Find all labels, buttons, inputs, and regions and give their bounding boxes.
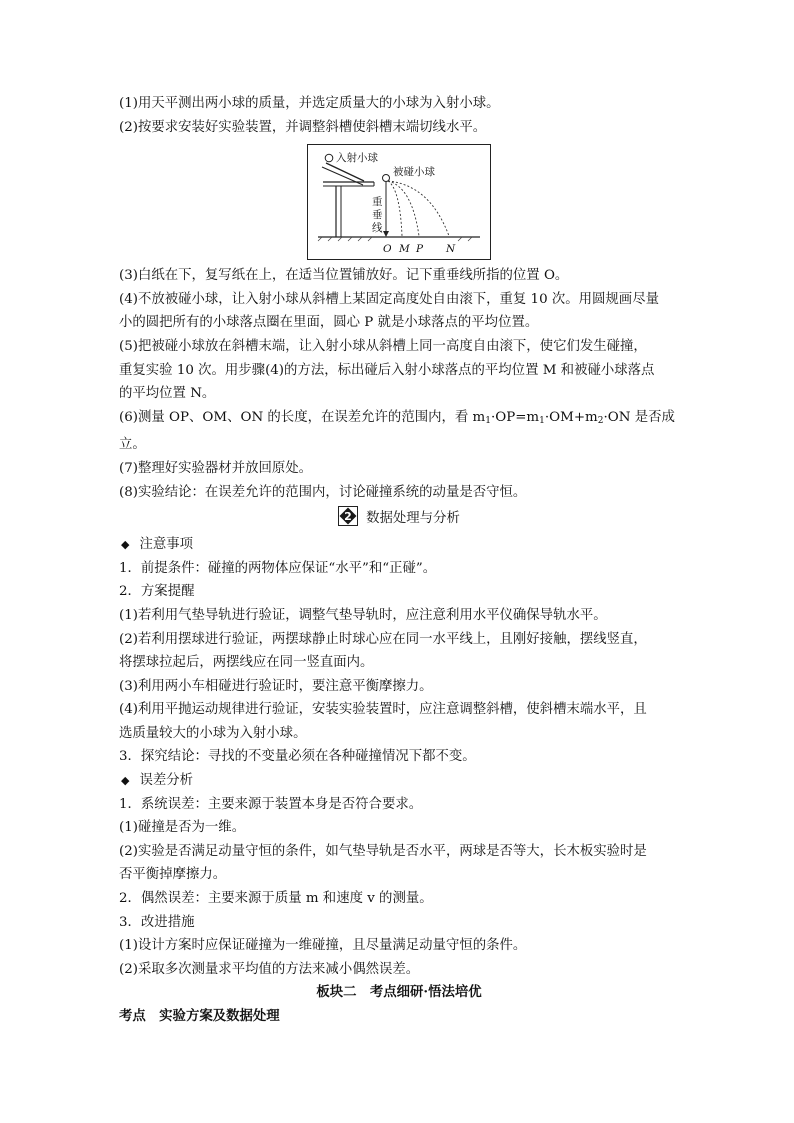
kaodian-heading: 考点 实验方案及数据处理: [119, 1008, 280, 1024]
step-6-line-2: 立。: [119, 437, 146, 453]
error-item: (1)设计方案时应保证碰撞为一维碰撞，且尽量满足动量守恒的条件。: [119, 938, 527, 954]
note-item: 将摆球拉起后，两摆线应在同一竖直面内。: [119, 655, 374, 671]
errors-heading: ◆ 误差分析: [121, 773, 194, 789]
experiment-diagram: [307, 144, 491, 260]
diagram-svg: [308, 145, 490, 259]
step-7: (7)整理好实验器材并放回原处。: [119, 460, 313, 476]
step-4-line-2: 小的圆把所有的小球落点圈在里面，圆心 P 就是小球落点的平均位置。: [119, 315, 539, 331]
note-item: (3)利用两小车相碰进行验证时，要注意平衡摩擦力。: [119, 678, 433, 694]
step-5-line-3: 的平均位置 N。: [119, 386, 216, 402]
diamond-bullet-icon: ◆: [121, 774, 130, 788]
section-number-text: 2: [344, 510, 352, 524]
note-item: 1．前提条件：碰撞的两物体应保证“水平”和“正碰”。: [119, 560, 437, 576]
target-ball: [383, 175, 390, 182]
note-item: (2)若利用摆球进行验证，两摆球静止时球心应在同一水平线上，且刚好接触，摆线竖直，: [119, 631, 647, 647]
error-item: (2)实验是否满足动量守恒的条件，如气垫导轨是否水平，两球是否等大，长木板实验时是: [119, 843, 647, 859]
step-8: (8)实验结论：在误差允许的范围内，讨论碰撞系统的动量是否守恒。: [119, 484, 527, 500]
note-item: (4)利用平抛运动规律进行验证，安装实验装置时，应注意调整斜槽，使斜槽末端水平，且: [119, 702, 647, 718]
note-item: 2．方案提醒: [119, 584, 195, 600]
step-6-line-1: (6)测量 OP、OM、ON 的长度，在误差允许的范围内，看 m1·OP=m1·OM+m2·ON 是否成: [119, 409, 675, 426]
error-item: (2)采取多次测量求平均值的方法来减小偶然误差。: [119, 961, 420, 977]
step-4-line-1: (4)不放被碰小球，让入射小球从斜槽上某固定高度处自由滚下，重复 10 次。用圆规画尽量: [119, 291, 659, 307]
label-plumb-3: 线: [372, 222, 383, 235]
label-o: O: [383, 243, 392, 256]
trajectory-m: [388, 181, 402, 236]
plumb-bob: [383, 231, 389, 237]
step-2: (2)按要求安装好实验装置，并调整斜槽使斜槽末端切线水平。: [119, 119, 487, 135]
step-5-line-1: (5)把被碰小球放在斜槽末端，让入射小球从斜槽上同一高度自由滚下，使它们发生碰撞，: [119, 338, 647, 354]
label-incident-ball: 入射小球: [336, 152, 378, 165]
section-title: 数据处理与分析: [366, 511, 460, 527]
trajectory-p: [388, 181, 419, 236]
label-n: N: [446, 243, 456, 256]
note-item: 选质量较大的小球为入射小球。: [119, 725, 307, 741]
step-5-line-2: 重复实验 10 次。用步骤(4)的方法，标出碰后入射小球落点的平均位置 M 和被碰小球落点: [119, 362, 655, 378]
step-3: (3)白纸在下，复写纸在上，在适当位置铺放好。记下重垂线所指的位置 O。: [119, 268, 569, 284]
block-two-heading: 板块二 考点细研·悟法培优: [316, 984, 482, 1001]
label-target-ball: 被碰小球: [393, 166, 435, 179]
notes-heading: ◆ 注意事项: [121, 537, 194, 553]
incident-ball: [325, 154, 333, 162]
label-m: M: [399, 243, 410, 256]
label-plumb-1: 重: [372, 196, 383, 209]
section-heading: [119, 506, 679, 532]
error-item: 否平衡掉摩擦力。: [119, 867, 227, 883]
error-item: 2．偶然误差：主要来源于质量 m 和速度 v 的测量。: [119, 891, 433, 907]
error-item: (1)碰撞是否为一维。: [119, 820, 246, 836]
section-number-badge: [338, 506, 358, 526]
note-item: (1)若利用气垫导轨进行验证，调整气垫导轨时，应注意利用水平仪确保导轨水平。: [119, 607, 607, 623]
diamond-bullet-icon: ◆: [121, 538, 130, 552]
label-plumb-2: 垂: [372, 209, 383, 222]
step-1: (1)用天平测出两小球的质量，并选定质量大的小球为入射小球。: [119, 96, 500, 111]
document-page: [119, 92, 679, 1029]
trajectory-n: [388, 181, 449, 236]
error-item: 1．系统误差：主要来源于装置本身是否符合要求。: [119, 796, 423, 812]
slope-line-upper: [326, 163, 364, 181]
note-item: 3．探究结论：寻找的不变量必须在各种碰撞情况下都不变。: [119, 749, 476, 765]
error-item: 3．改进措施: [119, 914, 195, 930]
label-p: P: [416, 243, 424, 256]
